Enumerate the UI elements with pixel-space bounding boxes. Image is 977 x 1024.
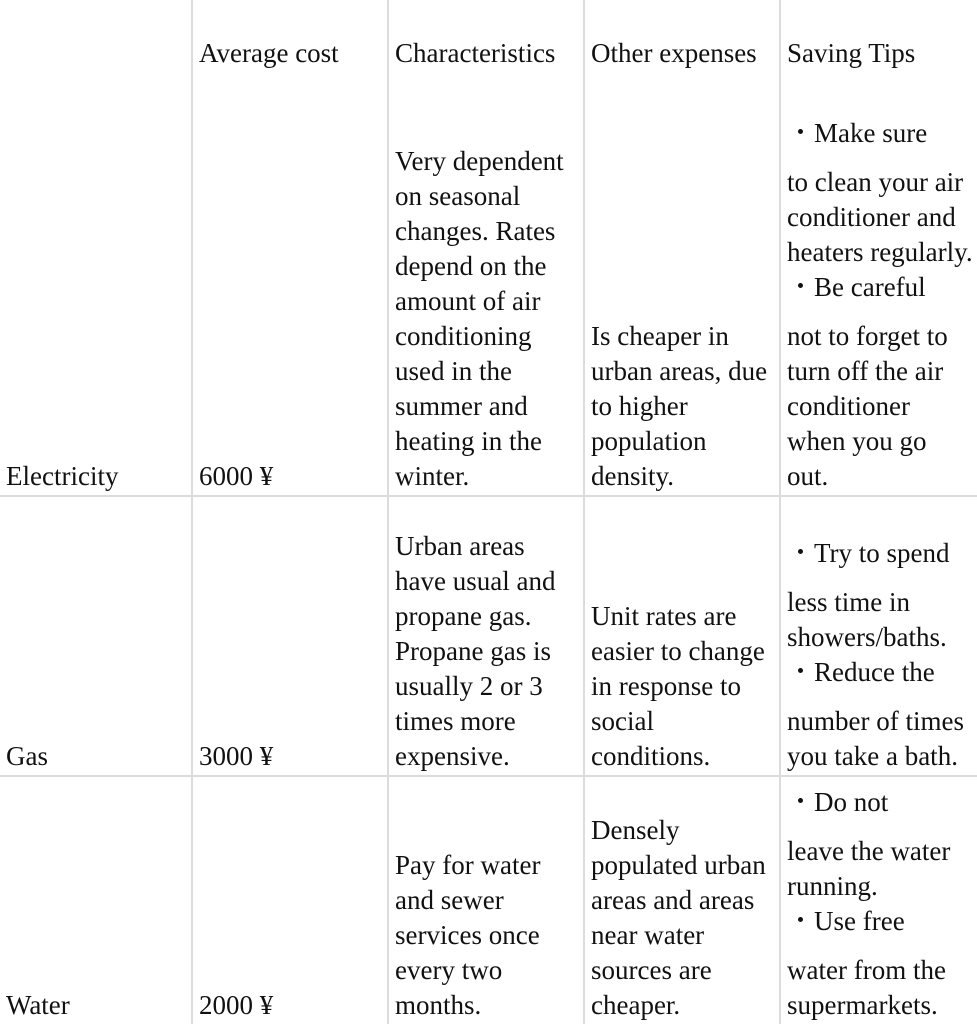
tip-bullet: ・Be careful	[787, 272, 926, 302]
characteristics-cell: Very dependent on seasonal changes. Rates depend on the amount of air conditioning used in the summer and heating in the winter.	[388, 72, 584, 496]
saving-tips-cell	[780, 72, 977, 496]
header-category	[0, 0, 192, 72]
average-cost-cell: 2000 ¥	[192, 776, 388, 1024]
category-cell: Electricity	[0, 72, 192, 496]
tip-text: not to forget to turn off the air conditioner when you go out.	[787, 321, 948, 491]
header-other-expenses: Other expenses	[584, 0, 780, 72]
header-average-cost: Average cost	[192, 0, 388, 72]
other-expenses-cell: Unit rates are easier to change in response to social conditions.	[584, 496, 780, 776]
average-cost-cell: 3000 ¥	[192, 496, 388, 776]
tip-bullet: ・Make sure	[787, 118, 928, 148]
header-saving-tips: Saving Tips	[780, 0, 977, 72]
tip-text: leave the water running.	[787, 836, 951, 901]
category-cell: Gas	[0, 496, 192, 776]
tip-bullet: ・Reduce the	[787, 657, 935, 687]
tip-text: number of times you take a bath.	[787, 706, 964, 771]
table-row-electricity	[0, 72, 977, 496]
tip-bullet: ・Do not	[787, 787, 889, 817]
characteristics-cell: Pay for water and sewer services once every two months.	[388, 776, 584, 1024]
header-characteristics: Characteristics	[388, 0, 584, 72]
other-expenses-cell: Is cheaper in urban areas, due to higher population density.	[584, 72, 780, 496]
tip-text: water from the supermarkets.	[787, 955, 946, 1020]
saving-tips-cell	[780, 776, 977, 1024]
tip-text: less time in showers/baths.	[787, 587, 947, 652]
saving-tips-cell	[780, 496, 977, 776]
tip-bullet: ・Use free	[787, 906, 905, 936]
other-expenses-cell: Densely populated urban areas and areas near water sources are cheaper.	[584, 776, 780, 1024]
table-row-water	[0, 776, 977, 1024]
header-row	[0, 0, 977, 72]
tip-bullet: ・Try to spend	[787, 538, 950, 568]
category-cell: Water	[0, 776, 192, 1024]
characteristics-cell: Urban areas have usual and propane gas. Propane gas is usually 2 or 3 times more expensive.	[388, 496, 584, 776]
tip-text: to clean your air conditioner and heaters regularly.	[787, 167, 973, 267]
table-row-gas	[0, 496, 977, 776]
average-cost-cell: 6000 ¥	[192, 72, 388, 496]
